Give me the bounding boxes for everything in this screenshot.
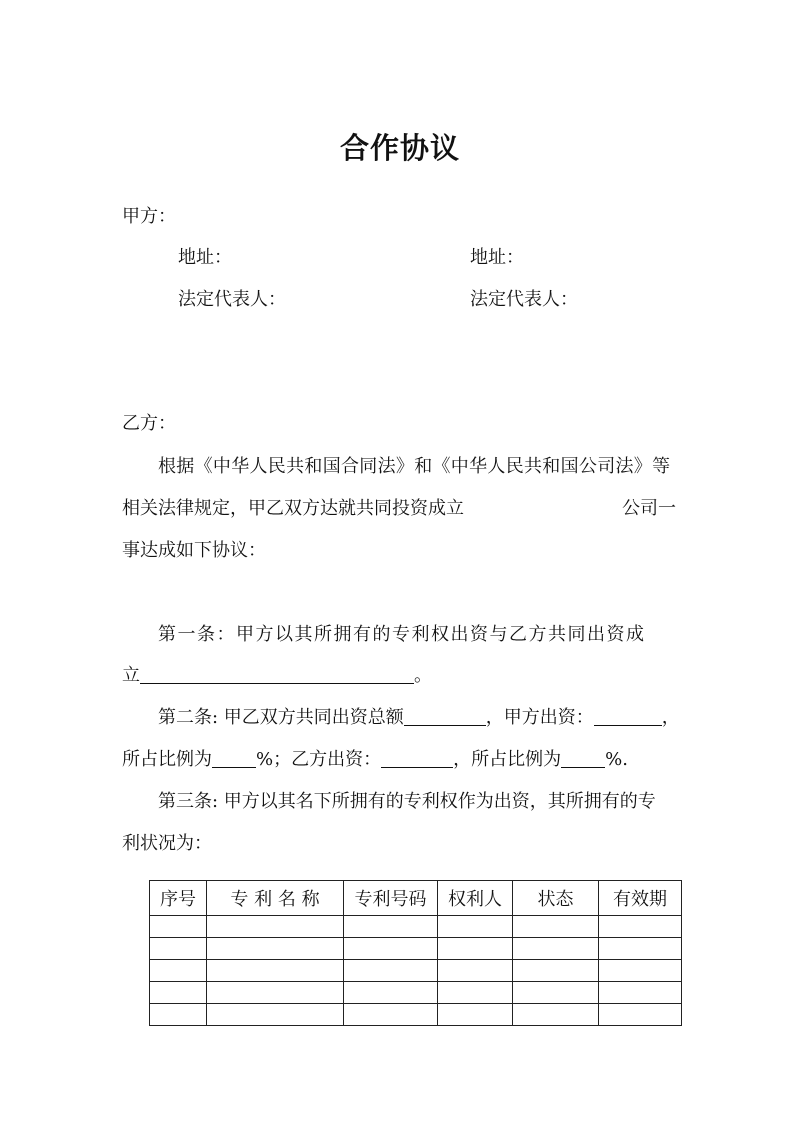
table-row [150, 938, 682, 960]
table-cell[interactable] [344, 1004, 438, 1026]
party-b-ratio-blank[interactable] [561, 749, 605, 768]
article-2-part-6: ，所占比例为 [453, 749, 562, 770]
article-2-line-2 [122, 748, 628, 772]
table-cell[interactable] [599, 960, 682, 982]
total-investment-blank[interactable] [404, 707, 486, 726]
table-cell[interactable] [513, 938, 599, 960]
header-validity: 有效期 [599, 881, 682, 916]
article-2-part-3: ， [661, 707, 680, 728]
header-index: 序号 [150, 881, 207, 916]
intro-line-2-left: 相关法律规定，甲乙双方达就共同投资成立 [122, 498, 464, 519]
table-cell[interactable] [207, 916, 344, 938]
table-row [150, 916, 682, 938]
table-cell[interactable] [513, 960, 599, 982]
table-cell[interactable] [150, 960, 207, 982]
article-2-part-1: 第二条: 甲乙双方共同出资总额 [158, 707, 404, 728]
table-cell[interactable] [344, 960, 438, 982]
table-cell[interactable] [150, 938, 207, 960]
party-b-investment-blank[interactable] [381, 749, 453, 768]
article-2-part-2: ，甲方出资： [485, 707, 594, 728]
article-2-part-7: %. [605, 749, 628, 770]
party-a-rep-left: 法定代表人： [178, 289, 286, 310]
header-rights-holder: 权利人 [438, 881, 513, 916]
table-cell[interactable] [599, 938, 682, 960]
table-cell[interactable] [344, 938, 438, 960]
table-cell[interactable] [438, 938, 513, 960]
header-patent-number: 专利号码 [344, 881, 438, 916]
table-cell[interactable] [513, 982, 599, 1004]
article-3-line-2: 利状况为： [122, 833, 212, 854]
intro-line-1: 根据《中华人民共和国合同法》和《中华人民共和国公司法》等 [158, 456, 671, 477]
table-cell[interactable] [207, 960, 344, 982]
intro-line-2-right: 公司一 [622, 498, 676, 519]
party-a-rep-right: 法定代表人： [470, 289, 578, 310]
table-cell[interactable] [150, 1004, 207, 1026]
article-1-line-1: 第一条：甲方以其所拥有的专利权出资与乙方共同出资成 [158, 624, 646, 645]
article-2-part-5: %；乙方出资： [256, 749, 382, 770]
table-header-row [150, 881, 682, 916]
table-cell[interactable] [438, 916, 513, 938]
table-row [150, 982, 682, 1004]
article-3-line-1: 第三条: 甲方以其名下所拥有的专利权作为出资，其所拥有的专 [158, 791, 656, 812]
party-a-ratio-blank[interactable] [212, 749, 256, 768]
table-cell[interactable] [513, 1004, 599, 1026]
article-2-part-4: 所占比例为 [122, 749, 212, 770]
patent-table [149, 880, 682, 1026]
party-a-investment-blank[interactable] [594, 707, 662, 726]
table-cell[interactable] [599, 1004, 682, 1026]
table-cell[interactable] [438, 982, 513, 1004]
patent-table-body [150, 916, 682, 1026]
table-cell[interactable] [438, 1004, 513, 1026]
table-cell[interactable] [150, 982, 207, 1004]
article-1-suffix: 。 [414, 665, 432, 686]
party-a-address-right: 地址： [470, 247, 524, 268]
table-row [150, 960, 682, 982]
header-patent-name: 专 利 名 称 [207, 881, 344, 916]
table-cell[interactable] [207, 982, 344, 1004]
table-cell[interactable] [207, 938, 344, 960]
header-status: 状态 [513, 881, 599, 916]
table-cell[interactable] [207, 1004, 344, 1026]
article-1-prefix: 立 [122, 665, 140, 686]
article-2-line-1 [158, 706, 680, 730]
table-cell[interactable] [599, 982, 682, 1004]
table-cell[interactable] [150, 916, 207, 938]
party-b-label: 乙方： [122, 413, 176, 434]
table-cell[interactable] [438, 960, 513, 982]
document-title: 合作协议 [339, 131, 460, 165]
table-row [150, 1004, 682, 1026]
party-a-address-left: 地址： [178, 247, 232, 268]
table-cell[interactable] [513, 916, 599, 938]
intro-line-3: 事达成如下协议： [122, 540, 266, 561]
table-cell[interactable] [344, 982, 438, 1004]
party-a-label: 甲方： [122, 206, 176, 227]
company-name-blank[interactable] [140, 665, 414, 684]
article-1-line-2 [122, 664, 432, 688]
table-cell[interactable] [599, 916, 682, 938]
table-cell[interactable] [344, 916, 438, 938]
